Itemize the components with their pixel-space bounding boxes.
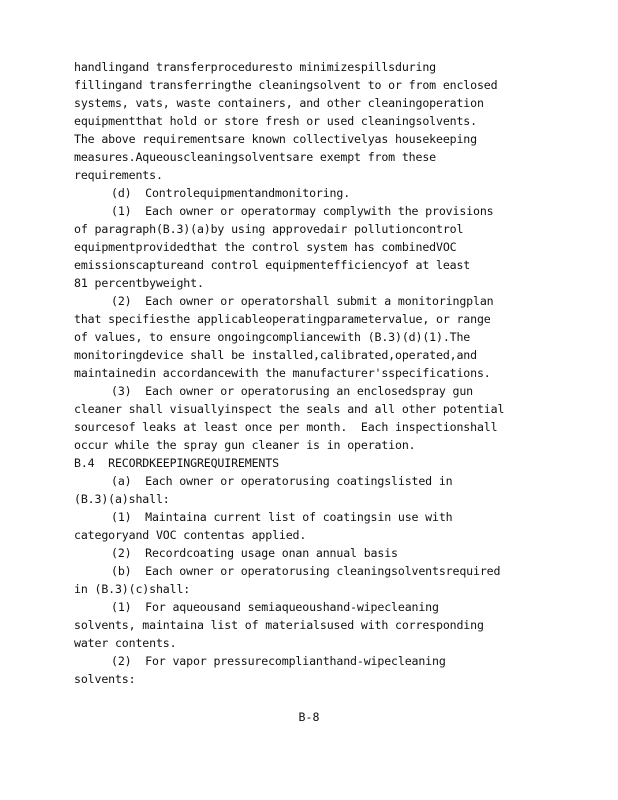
text-line: of paragraph(B.3)(a)by using approvedair pollutioncontrol — [74, 222, 464, 236]
text-line: (1) For aqueousand semiaqueoushand-wipecleaning — [111, 600, 439, 614]
text-line: categoryand VOC contentas applied. — [74, 528, 307, 542]
text-line: (3) Each owner or operatorusing an enclosedspray gun — [111, 384, 473, 398]
text-line: (b) Each owner or operatorusing cleaningsolventsrequired — [111, 564, 501, 578]
text-line: that specifiesthe applicableoperatingparametervalue, or range — [74, 312, 491, 326]
text-line: monitoringdevice shall be installed,calibrated,operated,and — [74, 348, 477, 362]
section-heading: B.4 RECORDKEEPINGREQUIREMENTS — [74, 456, 279, 470]
text-line: solvents: — [74, 672, 136, 686]
text-line: (a) Each owner or operatorusing coatingslisted in — [111, 474, 453, 488]
text-line: measures.Aqueouscleaningsolventsare exempt from these — [74, 150, 436, 164]
text-line: equipmentthat hold or store fresh or used cleaningsolvents. — [74, 114, 477, 128]
text-line: (1) Maintaina current list of coatingsin use with — [111, 510, 453, 524]
text-line: occur while the spray gun cleaner is in operation. — [74, 438, 416, 452]
text-line: in (B.3)(c)shall: — [74, 582, 191, 596]
text-line: equipmentprovidedthat the control system has combinedVOC — [74, 240, 457, 254]
text-line: systems, vats, waste containers, and other cleaningoperation — [74, 96, 484, 110]
text-line: (B.3)(a)shall: — [74, 492, 170, 506]
text-line: The above requirementsare known collectivelyas housekeeping — [74, 132, 477, 146]
body-text — [74, 58, 554, 688]
text-line: handlingand transferproceduresto minimizespillsduring — [74, 60, 436, 74]
text-line: (1) Each owner or operatormay complywith the provisions — [111, 204, 494, 218]
text-line: (2) Recordcoating usage onan annual basis — [111, 546, 398, 560]
text-line: 81 percentbyweight. — [74, 276, 204, 290]
text-line: (2) Each owner or operatorshall submit a monitoringplan — [111, 294, 494, 308]
text-line: emissionscaptureand control equipmentefficiencyof at least — [74, 258, 471, 272]
text-line: maintainedin accordancewith the manufacturer'sspecifications. — [74, 366, 491, 380]
page-number: B-8 — [298, 710, 320, 724]
text-line: requirements. — [74, 168, 163, 182]
text-line: solvents, maintaina list of materialsused with corresponding — [74, 618, 484, 632]
text-line: water contents. — [74, 636, 177, 650]
text-line: sourcesof leaks at least once per month. Each inspectionshall — [74, 420, 498, 434]
text-line: cleaner shall visuallyinspect the seals and all other potential — [74, 402, 505, 416]
text-line: fillingand transferringthe cleaningsolvent to or from enclosed — [74, 78, 498, 92]
text-line: (2) For vapor pressurecomplianthand-wipecleaning — [111, 654, 446, 668]
subsection-heading: (d) Controlequipmentandmonitoring. — [111, 186, 351, 200]
text-line: of values, to ensure ongoingcompliancewith (B.3)(d)(1).The — [74, 330, 471, 344]
